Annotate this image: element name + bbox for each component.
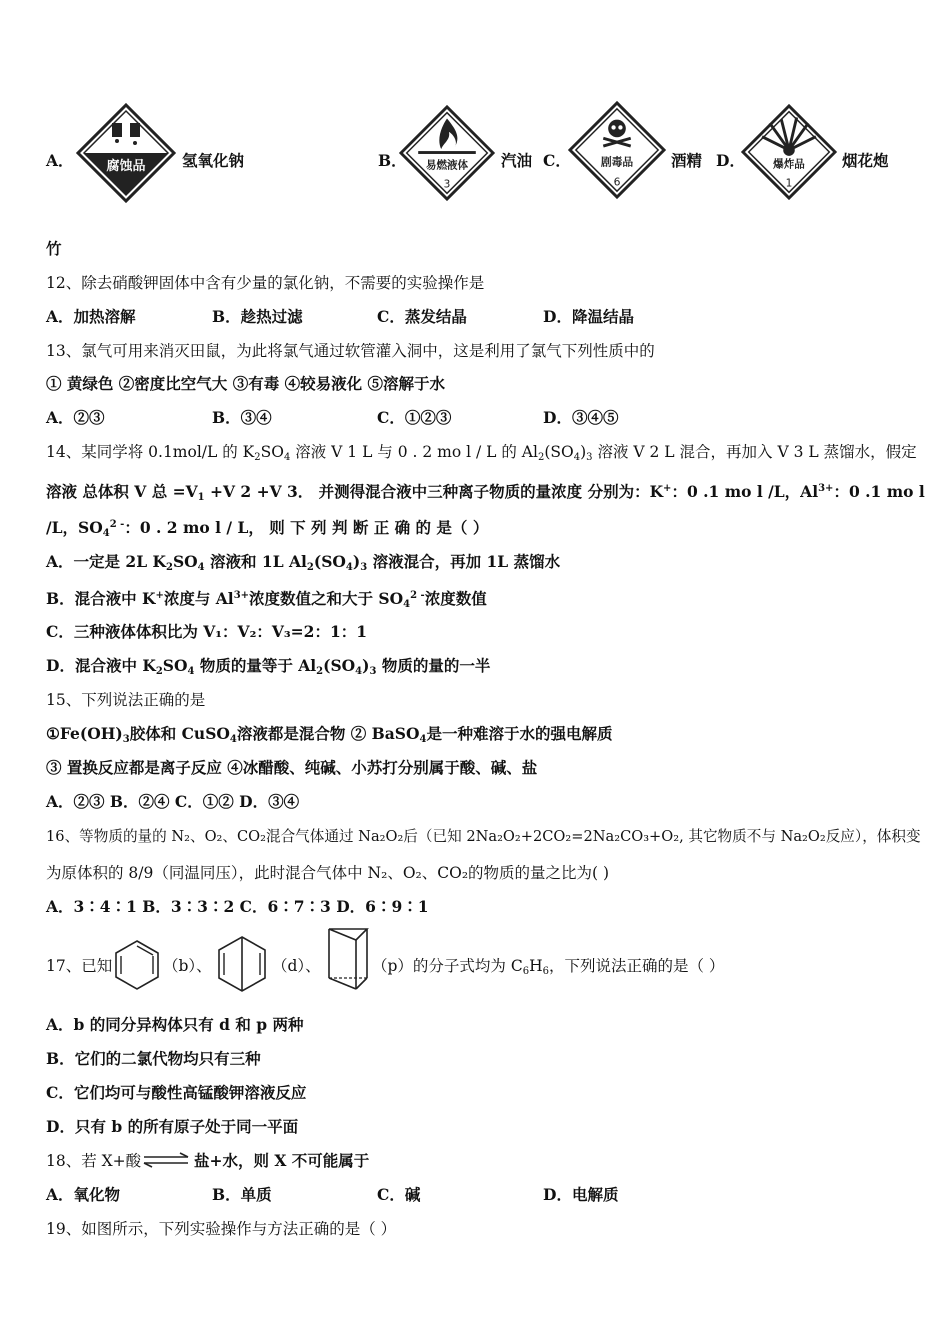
q18-option-a: A．氧化物: [46, 1185, 121, 1204]
dewar-benzene-structure-d: [216, 934, 268, 994]
q17-option-a: A．b 的同分异构体只有 d 和 p 两种: [46, 1015, 304, 1034]
q14-option-d: D．混合液中 $K_2SO_4$ 物质的量等于 $Al_2(SO_4)_3$ 物质的量的一半: [46, 656, 491, 677]
q18-option-d: D．电解质: [543, 1185, 619, 1204]
corrosive-sign-label: 腐蚀品: [106, 159, 146, 174]
explosive-hazard-sign: [740, 104, 838, 200]
q17-label-p-formula: （p）的分子式均为 $C_6H_6$，下列说法正确的是（ ）: [372, 957, 725, 977]
q13-option-a: A．②③: [46, 408, 105, 427]
reversible-arrow-icon: [142, 1152, 190, 1168]
toxic-sign-label: 剧毒品: [600, 155, 634, 169]
q15-statement-line1: $①Fe(OH)_3$胶体和 CuSO$_4$溶液都是混合物 ② BaSO$_4$是一种难溶于水的强电解质: [46, 724, 613, 745]
flammable-liquid-hazard-sign: [397, 105, 497, 201]
flammable-sign-label: 易燃液体: [425, 159, 469, 172]
prismane-structure-p: [326, 926, 370, 992]
toxic-hazard-sign: [568, 100, 666, 200]
q14-option-b: B．混合液中 K+浓度与 $Al^{3+}$浓度数值之和大于 $SO_4^{2 -}$浓度数值: [46, 589, 487, 610]
q14-option-c: C．三种液体体积比为 V₁：V₂：V₃=2：1：1: [46, 622, 368, 641]
q12-option-b: B．趁热过滤: [212, 307, 303, 326]
q12-option-c: C．蒸发结晶: [377, 307, 467, 326]
q16-stem-line1: 16、等物质的量的 N₂、O₂、CO₂混合气体通过 Na₂O₂后（已知 2Na₂O₂+2CO₂=2Na₂CO₃+O₂, 其它物质不与 Na₂O₂反应），体积变: [46, 828, 921, 845]
q11-option-a-letter: A．: [46, 151, 74, 170]
q13-properties: ① 黄绿色 ②密度比空气大 ③有毒 ④较易液化 ⑤溶解于水: [46, 374, 445, 393]
q11-option-d-letter: D．: [716, 151, 745, 170]
q15-statement-line2: ③ 置换反应都是离子反应 ④冰醋酸、纯碱、小苏打分别属于酸、碱、盐: [46, 758, 538, 777]
q18-stem-b: 盐+水，则 X 不可能属于: [194, 1151, 370, 1170]
toxic-sign-number: 6: [613, 175, 621, 189]
q17-option-c: C．它们均可与酸性高锰酸钾溶液反应: [46, 1083, 307, 1102]
q19-stem: 19、如图所示，下列实验操作与方法正确的是（ ）: [46, 1220, 397, 1238]
q14-option-a: A．一定是 2L $K_2SO_4$ 溶液和 1L $Al_2(SO_4)_3$ 溶液混合，再加 1L 蒸馏水: [46, 552, 561, 573]
q13-option-c: C．①②③: [377, 408, 452, 427]
q11-option-a-text: 氢氧化钠: [182, 151, 245, 170]
q14-stem-line3: /L，$SO_4^{2 -}$：0 . 2 mo l / L， 则 下 列 判 断 正 确 的 是（ ）: [46, 518, 489, 539]
explosive-sign-number: 1: [785, 177, 793, 190]
q17-prefix: 17、已知: [46, 957, 113, 975]
q16-options: A．3∶4∶1 B．3∶3∶2 C．6∶7∶3 D．6∶9∶1: [46, 897, 429, 916]
q17-label-d: （d）、: [272, 957, 321, 975]
q18-option-c: C．碱: [377, 1185, 421, 1204]
q17-option-d: D．只有 b 的所有原子处于同一平面: [46, 1117, 299, 1136]
q12-option-a: A．加热溶解: [46, 307, 136, 326]
q12-option-d: D．降温结晶: [543, 307, 634, 326]
q11-option-d-wrap: 竹: [46, 239, 62, 258]
q11-option-c-letter: C．: [543, 151, 571, 170]
q14-stem-line1: 14、某同学将 0.1mol/L 的 $K_2SO_4$ 溶液 V 1 L 与 0 . 2 mo l / L 的 $Al_2(SO_4)_3$ 溶液 V 2 L 混合，再加入 V 3 L 蒸馏水，假定: [46, 443, 917, 463]
q15-stem: 15、下列说法正确的是: [46, 691, 206, 709]
benzene-structure-b: [112, 938, 162, 992]
q13-stem: 13、氯气可用来消灭田鼠，为此将氯气通过软管灌入洞中，这是利用了氯气下列性质中的: [46, 342, 655, 360]
q15-options: A．②③ B．②④ C．①② D．③④: [46, 792, 300, 811]
q17-option-b: B．它们的二氯代物均只有三种: [46, 1049, 261, 1068]
explosive-sign-label: 爆炸品: [773, 158, 805, 171]
q17-label-b: （b）、: [163, 957, 212, 975]
q12-stem: 12、除去硝酸钾固体中含有少量的氯化钠，不需要的实验操作是: [46, 274, 485, 292]
q18-option-b: B．单质: [212, 1185, 272, 1204]
flammable-sign-number: 3: [443, 178, 451, 191]
q13-option-d: D．③④⑤: [543, 408, 619, 427]
corrosive-hazard-sign: [76, 103, 176, 203]
q16-stem-line2: 为原体积的 8/9（同温同压），此时混合气体中 N₂、O₂、CO₂的物质的量之比为( ): [46, 864, 610, 882]
q11-option-c-text: 酒精: [671, 151, 703, 170]
q14-stem-line2: 溶液 总体积 V 总 $=V_1 +V$ 2 +V 3． 并测得混合液中三种离子物质的量浓度 分别为：K+：0 .1 mo l /L，$Al^{3+}$：0 .1 mo l: [46, 482, 925, 503]
q11-option-b-letter: B．: [378, 151, 407, 170]
q11-option-b-text: 汽油: [501, 151, 533, 170]
q13-option-b: B．③④: [212, 408, 272, 427]
q11-option-d-text: 烟花炮: [842, 151, 889, 170]
q18-stem-a: 18、若 X+酸: [46, 1152, 142, 1170]
